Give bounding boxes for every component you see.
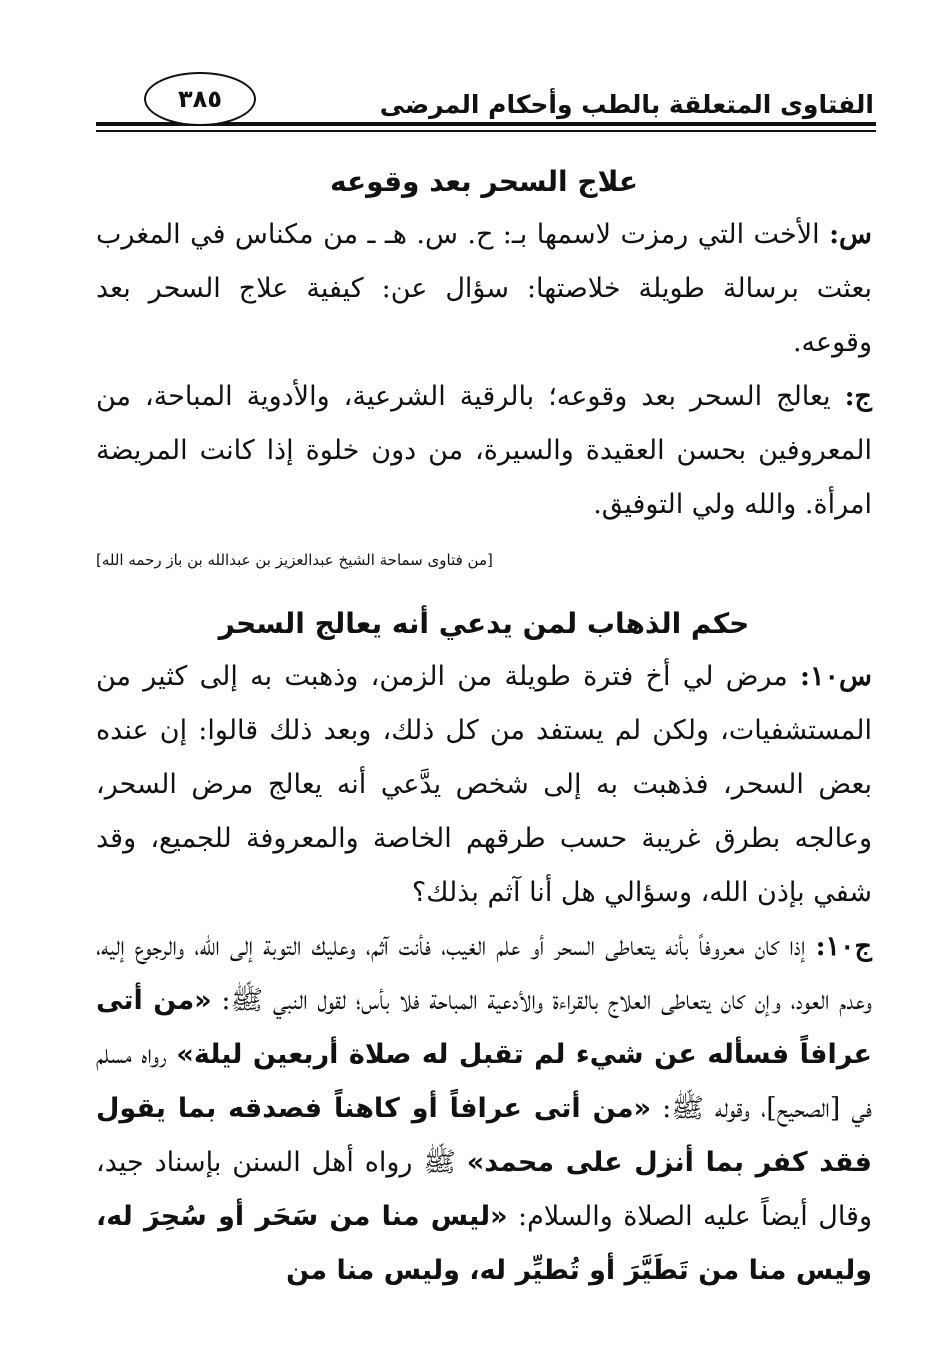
answer-text-part-2: رواه مسلم في [الصحيح]، وقوله ﷺ: (96, 1039, 872, 1124)
answer-label: ج١٠: (815, 931, 872, 962)
hadith-quote-1: «من أتى عرافاً فسأله عن شيء لم تقبل له صلاة أربعين ليلة» (96, 985, 872, 1070)
header-rule-thin (96, 130, 876, 132)
page-header (96, 72, 876, 142)
hadith-quote-3: «ليس منا من سَحَر أو سُحِرَ له، وليس منا من تَطَيَّرَ أو تُطيِّر له، وليس منا من (96, 1201, 872, 1286)
fatwa-source: [من فتاوى سماحة الشيخ عبدالعزيز بن عبدالله بن باز رحمه الله] (96, 551, 493, 569)
section-2-answer (96, 920, 872, 1298)
section-1-answer (96, 370, 872, 532)
page-number: ٣٨٥ (144, 72, 256, 126)
answer-text: يعالج السحر بعد وقوعه؛ بالرقية الشرعية، والأدوية المباحة، من المعروفين بحسن العقيدة والسيرة، من دون خلوة إذا كانت المريضة امرأة. والله ولي التوفيق. (96, 381, 872, 520)
answer-label: ج: (844, 381, 872, 412)
section-2-question (96, 650, 872, 920)
page-content (96, 150, 872, 1298)
question-text: الأخت التي رمزت لاسمها بـ: ح. س. هـ ـ من مكناس في المغرب بعثت برسالة طويلة خلاصتها: سؤال عن: كيفية علاج السحر بعد وقوعه. (96, 219, 872, 358)
answer-text-part-1: إذا كان معروفاً بأنه يتعاطى السحر أو علم الغيب، فأنت آثم، وعليك التوبة إلى الله، والرجوع إليه، وعدم العود، وإن كان يتعاطى العلاج بالقراءة والأدعية المباحة فلا بأس؛ لقول النبي ﷺ: (96, 931, 872, 1016)
running-header-title: الفتاوى المتعلقة بالطب وأحكام المرضى (379, 90, 874, 119)
section-2-heading: حكم الذهاب لمن يدعي أنه يعالج السحر (218, 607, 750, 640)
section-1 (96, 156, 872, 572)
question-label: س١٠: (800, 661, 872, 692)
question-label: س: (829, 219, 872, 250)
question-text: مرض لي أخ فترة طويلة من الزمن، وذهبت به إلى كثير من المستشفيات، ولكن لم يستفد من كل ذلك، وبعد ذلك قالوا: إن عنده بعض السحر، فذهبت به إلى شخص يدَّعي أنه يعالج مرض السحر، وعالجه بطرق غريبة حسب طرقهم الخاصة والمعروفة للجميع، وقد شفي بإذن الله، وسؤالي هل أنا آثم بذلك؟ (96, 661, 872, 908)
hadith-quote-2: «من أتى عرافاً أو كاهناً فصدقه بما يقول فقد كفر بما أنزل على محمد» (96, 1093, 872, 1178)
section-1-question (96, 208, 872, 370)
section-2 (96, 598, 872, 1298)
answer-text-part-3: ﷺ رواه أهل السنن بإسناد جيد، وقال أيضاً عليه الصلاة والسلام: (96, 1147, 873, 1232)
section-1-heading: علاج السحر بعد وقوعه (330, 165, 638, 198)
